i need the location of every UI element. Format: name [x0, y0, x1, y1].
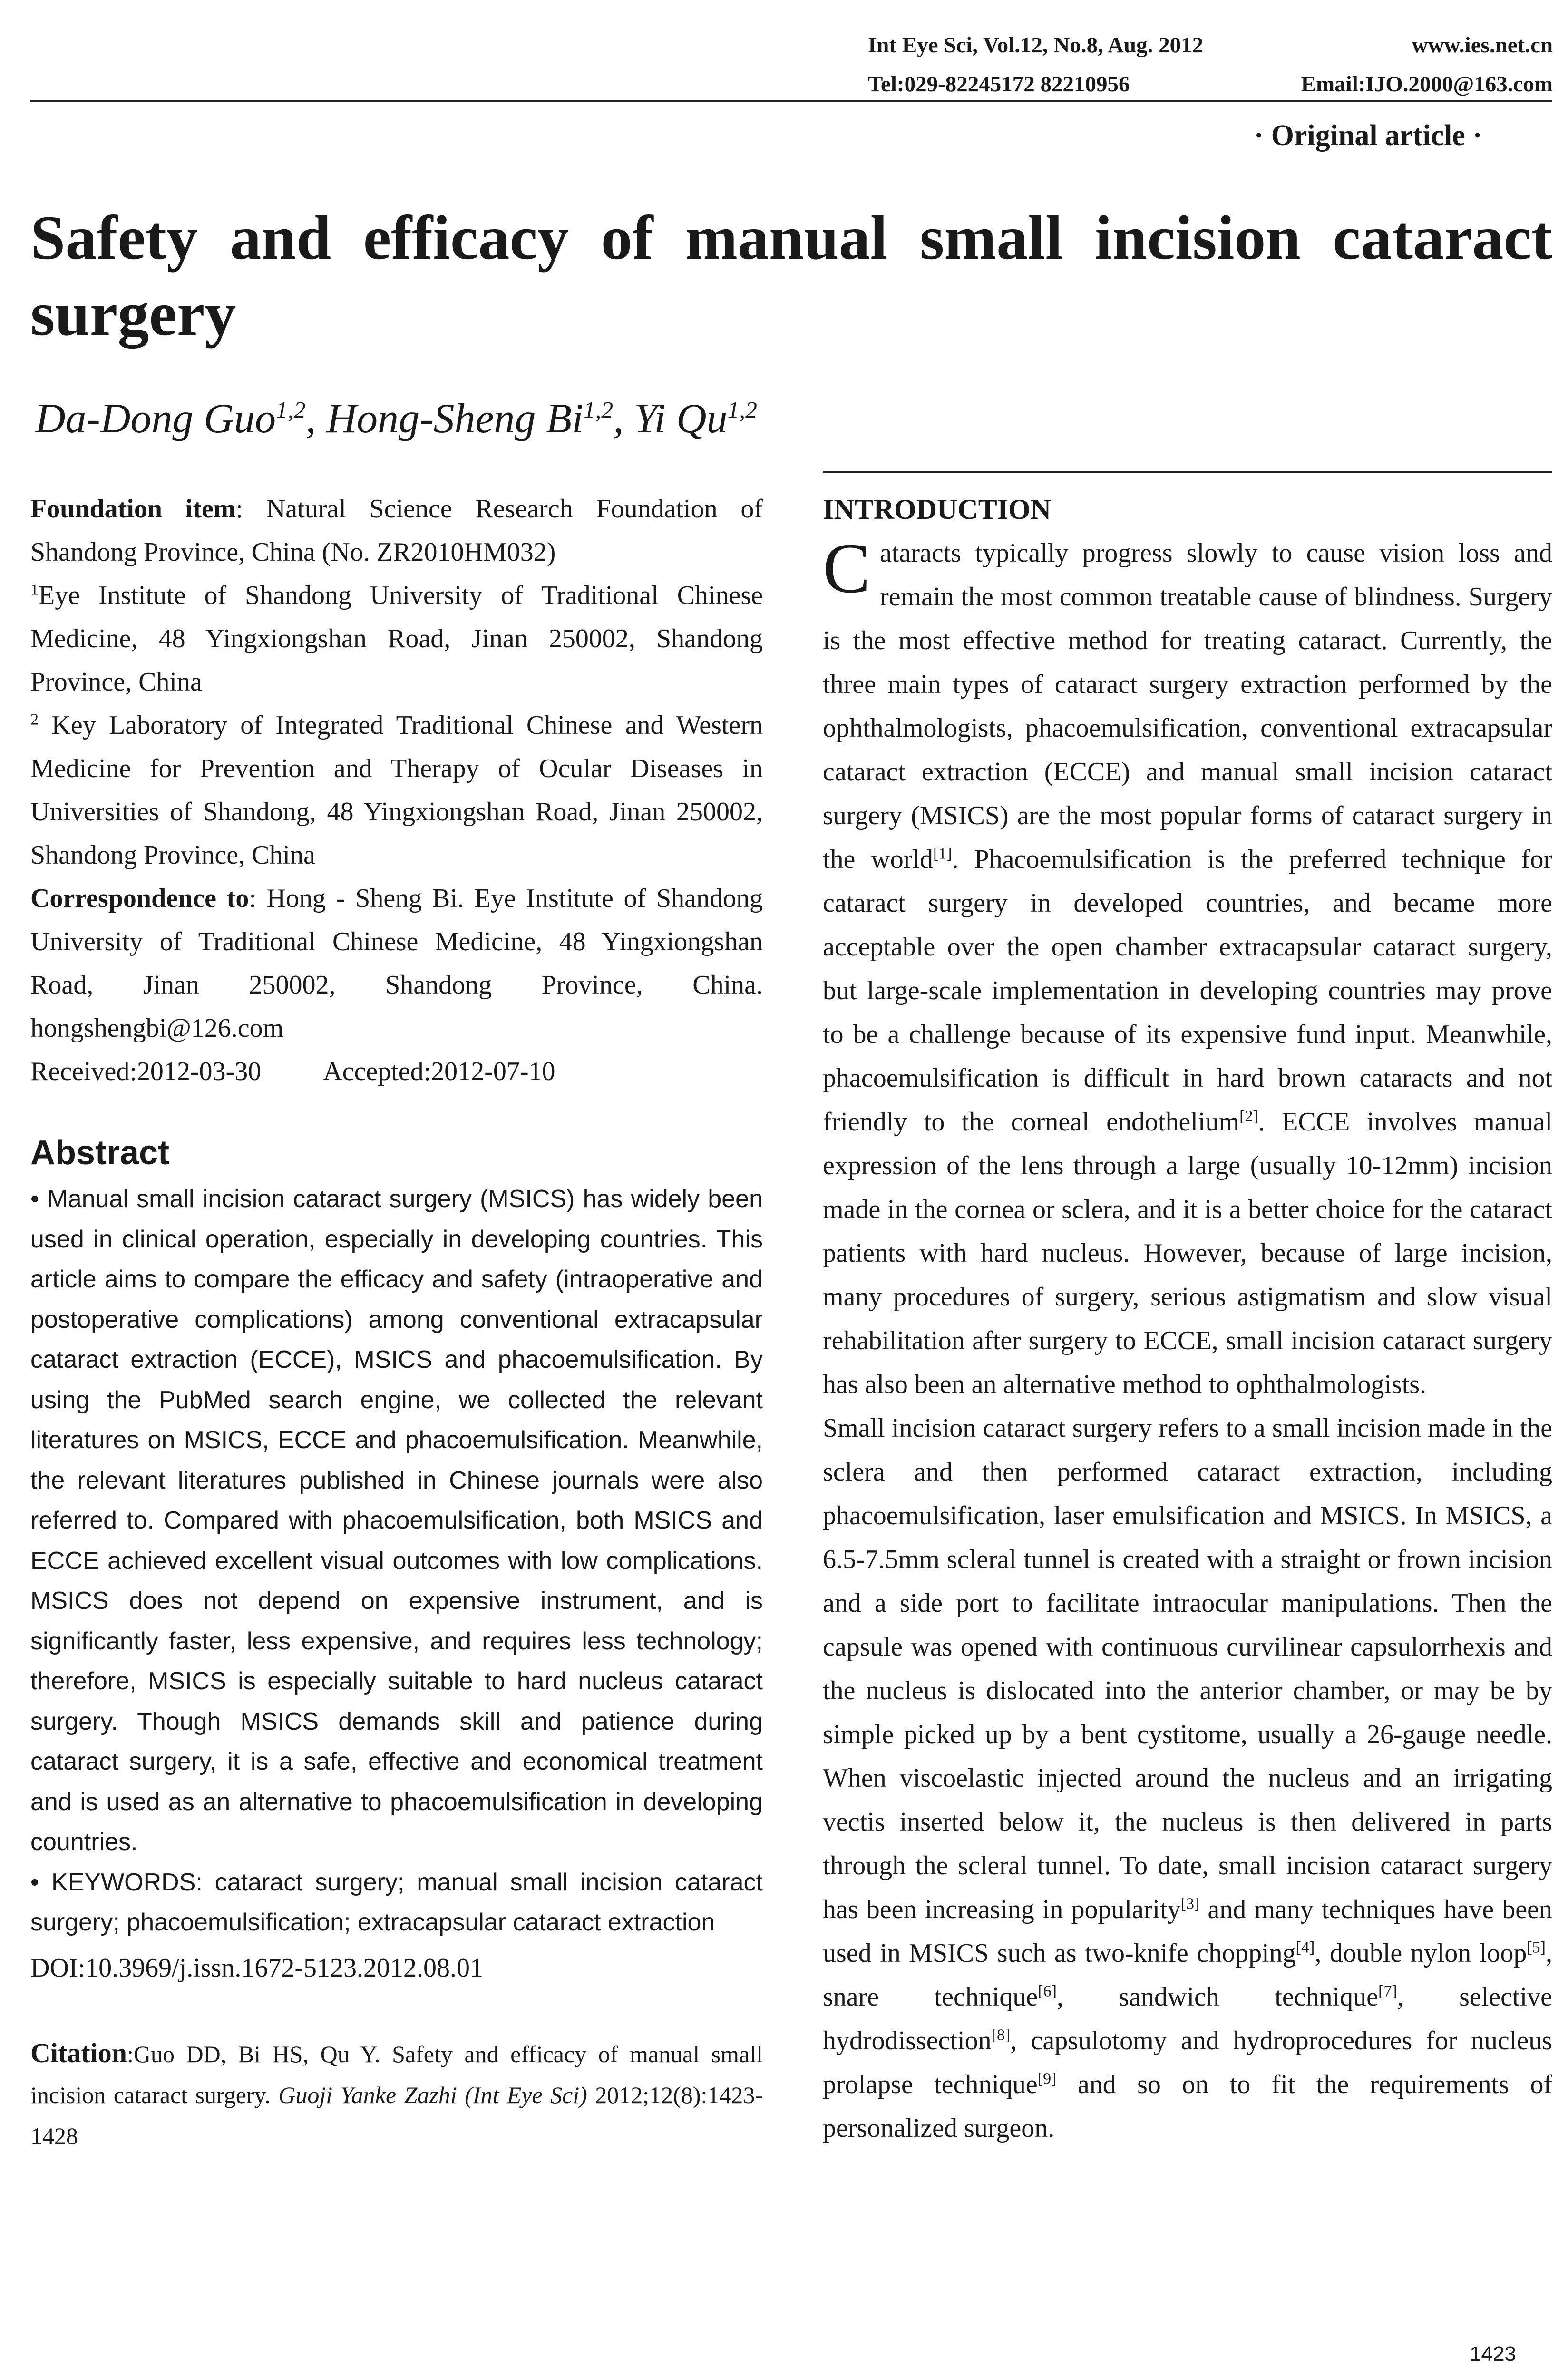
affiliation-text: Eye Institute of Shandong University of Traditional Chinese Medicine, 48 Yingxiongshan Road, Jinan 250002, Shandong Province, China [30, 581, 763, 697]
affiliation-number: 2 [30, 711, 39, 729]
affiliation-1 [30, 574, 763, 704]
correspondence-label: Correspondence to [30, 884, 249, 913]
citation-label: Citation [30, 2037, 127, 2068]
foundation-item [30, 487, 763, 574]
author-affiliation: 1,2 [275, 396, 306, 423]
left-column [30, 487, 763, 2156]
intro-text: . ECCE involves manual expression of the lens through a large (usually 10-12mm) incision made in the cornea or sclera, and it is a better choice for the cataract patients with hard nucleus. However, because of large incision, many procedures of surgery, serious astigmatism and slow visual rehabilitation after surgery to ECCE, small incision cataract surgery has also been an alternative method to ophthalmologists. [823, 1107, 1552, 1399]
reference-citation[interactable]: [9] [1037, 2070, 1057, 2088]
citation [30, 2033, 763, 2156]
accepted-date: Accepted:2012-07-10 [323, 1057, 555, 1086]
foundation-text: : Natural Science Research Foundation of Shandong Province, China (No. ZR2010HM032) [30, 494, 763, 567]
received-date: Received:2012-03-30 [30, 1057, 262, 1086]
journal-email-link[interactable]: Email:IJO.2000@163.com [1301, 72, 1553, 97]
reference-citation[interactable]: [6] [1038, 1982, 1057, 2000]
intro-paragraph-2 [823, 1406, 1552, 2150]
intro-text: , selective hydrodissection [823, 1982, 1553, 2056]
reference-citation[interactable]: [8] [991, 2026, 1011, 2044]
page-number: 1423 [1470, 2342, 1516, 2366]
author-list: Da-Dong Guo$^{1,2}$, Hong-Sheng Bi$^{1,2}$, Yi Qu$^{1,2}$ [35, 396, 758, 442]
intro-text: , capsulotomy and hydroprocedures for nucleus prolapse technique [823, 2026, 1552, 2099]
author-name: Hong-Sheng Bi [326, 396, 584, 442]
article-title: Safety and efficacy of manual small incision cataract surgery [30, 203, 1552, 349]
reference-citation[interactable]: [3] [1180, 1895, 1200, 1913]
author-affiliation: 1,2 [583, 396, 614, 423]
author-affiliation: 1,2 [727, 396, 758, 423]
correspondence-text: : Hong - Sheng Bi. Eye Institute of Shandong University of Traditional Chinese Medicine, 48 Yingxiongshan Road, Jinan 250002, Shandong Province, China. hongshengbi@126.com [30, 884, 763, 1043]
intro-text: and so on to fit the requirements of personalized surgeon. [823, 2070, 1552, 2143]
abstract-body: • Manual small incision cataract surgery (MSICS) has widely been used in clinical operation, especially in developing countries. This article aims to compare the efficacy and safety (intraoperative and postoperative complications) among conventional extracapsular cataract extraction (ECCE), MSICS and phacoemulsification. By using the PubMed search engine, we collected the relevant literatures on MSICS, ECCE and phacoemulsification. Meanwhile, the relevant literatures published in Chinese journals were also referred to. Compared with phacoemulsification, both MSICS and ECCE achieved excellent visual outcomes with low complications. MSICS does not depend on expensive instrument, and is significantly faster, less expensive, and requires less technology; therefore, MSICS is especially suitable to hard nucleus cataract surgery. Though MSICS demands skill and patience during cataract surgery, it is a safe, effective and economical treatment and is used as an alternative to phacoemulsification in developing countries. [30, 1185, 763, 1856]
intro-text: , double nylon loop [1315, 1939, 1527, 1968]
abstract-heading: Abstract [30, 1134, 170, 1172]
header-rule [30, 100, 1552, 102]
dates [30, 1050, 763, 1093]
affiliation-2 [30, 704, 763, 877]
reference-citation[interactable]: [5] [1527, 1939, 1546, 1957]
doi: DOI:10.3969/j.issn.1672-5123.2012.08.01 [30, 1953, 483, 1983]
affiliation-number: 1 [30, 581, 39, 599]
citation-volume: 2012;12(8):1423-1428 [30, 2081, 763, 2149]
author-name: Yi Qu [634, 396, 728, 442]
abstract-keywords: • KEYWORDS: cataract surgery; manual small incision cataract surgery; phacoemulsification; extracapsular cataract extraction [30, 1868, 763, 1936]
affiliation-text: Key Laboratory of Integrated Traditional Chinese and Western Medicine for Prevention and Therapy of Ocular Diseases in Universities of Shandong, 48 Yingxiongshan Road, Jinan 250002, Shandong Province, China [30, 711, 763, 870]
intro-paragraph-1 [823, 531, 1552, 1406]
author-name: Da-Dong Guo [35, 396, 276, 442]
running-header [868, 26, 1553, 104]
citation-text: :Guo DD, Bi HS, Qu Y. Safety and efficacy of manual small incision cataract surgery. [30, 2040, 763, 2108]
journal-tel: Tel:029-82245172 82210956 [868, 72, 1130, 97]
reference-citation[interactable]: [7] [1378, 1982, 1397, 2000]
journal-info: Int Eye Sci, Vol.12, No.8, Aug. 2012 [868, 33, 1204, 58]
introduction-heading: INTRODUCTION [823, 494, 1052, 525]
reference-citation[interactable]: [4] [1295, 1939, 1315, 1957]
citation-journal: Guoji Yanke Zazhi (Int Eye Sci) [278, 2081, 587, 2108]
reference-citation[interactable]: [2] [1239, 1107, 1258, 1125]
intro-text: , sandwich technique [1056, 1982, 1379, 2012]
right-column [823, 487, 1552, 2150]
reference-citation[interactable]: [1] [933, 845, 952, 863]
intro-text: , snare technique [823, 1939, 1552, 2012]
intro-text: . Phacoemulsification is the preferred technique for cataract surgery in developed countries, and became more acceptable over the open chamber extracapsular cataract surgery, but large-scale implementation in developing countries may prove to be a challenge because of its expensive fund input. Meanwhile, phacoemulsification is difficult in hard brown cataracts and not friendly to the corneal endothelium [823, 845, 1553, 1137]
foundation-label: Foundation item [30, 494, 236, 524]
intro-rule [823, 471, 1552, 473]
drop-cap: C [823, 529, 871, 608]
intro-text: ataracts typically progress slowly to cause vision loss and remain the most common treatable cause of blindness. Surgery is the most effective method for treating cataract. Currently, the three main types of cataract surgery extraction performed by the ophthalmologists, phacoemulsification, conventional extracapsular cataract extraction (ECCE) and manual small incision cataract surgery (MSICS) are the most popular forms of cataract surgery in the world [823, 538, 1552, 874]
article-type-label: · Original article · [1254, 119, 1482, 152]
correspondence [30, 877, 763, 1050]
journal-website-link[interactable]: www.ies.net.cn [1412, 33, 1553, 58]
intro-text: Small incision cataract surgery refers to a small incision made in the sclera and then performed cataract extraction, including phacoemulsification, laser emulsification and MSICS. In MSICS, a 6.5-7.5mm scleral tunnel is created with a straight or frown incision and a side port to facilitate intraocular manipulations. Then the capsule was opened with continuous curvilinear capsulorrhexis and the nucleus is dislocated into the anterior chamber, or may be by simple picked up by a bent cystitome, usually a 26-gauge needle. When viscoelastic injected around the nucleus and an irrigating vectis inserted below it, the nucleus is then delivered in parts through the scleral tunnel. To date, small incision cataract surgery has been increasing in popularity [823, 1413, 1552, 1924]
intro-text: and many techniques have been used in MSICS such as two-knife chopping [823, 1895, 1552, 1968]
